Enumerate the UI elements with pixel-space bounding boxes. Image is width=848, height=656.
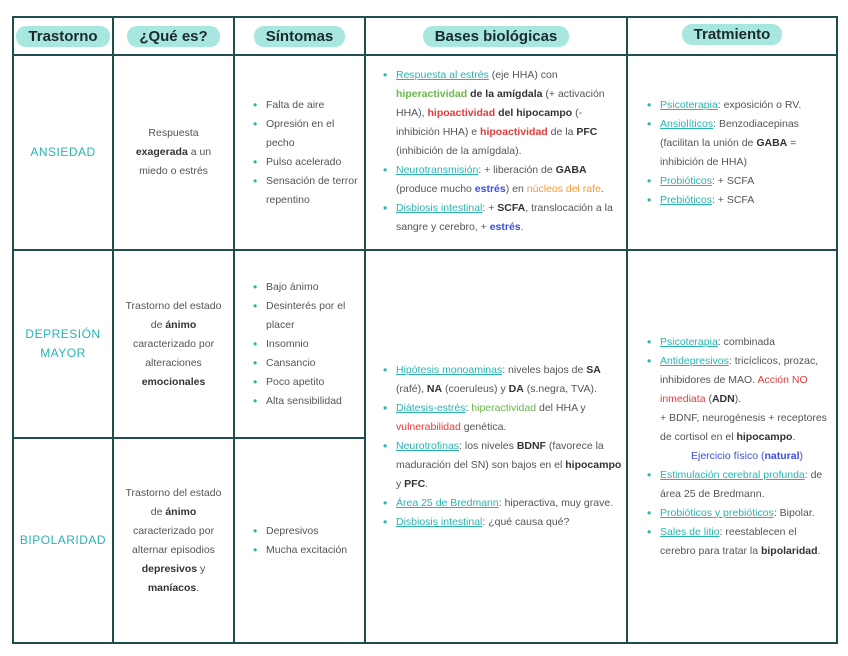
- treatment-depresion-bipolaridad: [644, 251, 834, 642]
- text-span: : niveles bajos de: [502, 364, 587, 376]
- base-item: [396, 437, 624, 494]
- symptom-item: • Opresión en el pecho: [266, 115, 362, 153]
- text-span: SA: [586, 364, 601, 376]
- symptom-item: • Cansancio: [266, 354, 362, 373]
- text-span: (+ activación HHA),: [396, 88, 605, 119]
- text-span: (- inhibición HHA) e: [396, 107, 583, 138]
- text-span: : los niveles: [459, 440, 517, 452]
- disorder-depresion-name-l2: MAYOR: [40, 346, 86, 360]
- text-span: : +: [482, 202, 498, 214]
- text-span: Trastorno del estado de: [125, 486, 222, 518]
- treatment-ansiedad: [644, 56, 834, 249]
- text-span: Ansiolíticos: [660, 117, 714, 130]
- text-span: (inhibición de la amígdala).: [396, 145, 522, 157]
- text-span: + BDNF, neurogénesis + receptores de cortisol en el: [660, 411, 827, 443]
- def-text: a un miedo o estrés: [139, 146, 212, 177]
- text-span: PFC: [404, 478, 426, 490]
- treat-item: [660, 352, 834, 466]
- text-span: y: [197, 562, 206, 575]
- text-span: (s.negra, TVA).: [523, 383, 597, 395]
- symptoms-bipolaridad: [250, 439, 362, 642]
- text-span: del hipocampo: [495, 107, 573, 119]
- base-item: [396, 494, 624, 513]
- text-span: :: [465, 402, 472, 414]
- text-span: : reestablecen el cerebro para tratar la: [660, 525, 797, 557]
- text-span: Trastorno del estado de: [125, 299, 222, 331]
- text-span: ánimo: [165, 318, 197, 331]
- header-sintomas: [235, 18, 364, 54]
- header-tratamiento: [628, 16, 836, 52]
- text-span: Neurotrofinas: [396, 440, 460, 452]
- treat-item: [660, 191, 834, 210]
- text-span: : + SCFA: [711, 174, 755, 187]
- base-item: [396, 199, 624, 237]
- text-span: .: [600, 183, 604, 195]
- text-span: : Benzodiacepinas (facilitan la unión de: [660, 117, 799, 149]
- text-span: ánimo: [165, 505, 197, 518]
- header-trastorno: [14, 18, 112, 54]
- text-span: Psicoterapia: [660, 335, 718, 348]
- text-span: ADN: [711, 392, 735, 405]
- treat-item: [660, 172, 834, 191]
- disorder-ansiedad-name: ANSIEDAD: [30, 145, 96, 159]
- header-que-es: [114, 18, 233, 54]
- symptom-item: • Alta sensibilidad: [266, 392, 362, 411]
- text-span: ): [799, 449, 804, 462]
- text-span: del HHA y: [536, 402, 586, 414]
- treat-item: [660, 466, 834, 504]
- base-item: [396, 513, 624, 532]
- text-span: , translocación a la sangre y cerebro, +: [396, 202, 613, 233]
- treat-item: [660, 523, 834, 561]
- text-span: genética.: [460, 421, 507, 433]
- text-span: : Bipolar.: [773, 506, 815, 519]
- header-tratamiento-label: Tratmiento: [682, 24, 783, 45]
- treat-item: [660, 504, 834, 523]
- symptom-item: • Sensación de terror repentino: [266, 172, 362, 210]
- symptom-item: • Poco apetito: [266, 373, 362, 392]
- symptom-item: • Desinterés por el placer: [266, 297, 362, 335]
- header-que-es-label: ¿Qué es?: [127, 26, 219, 47]
- text-span: hiperactividad: [471, 402, 537, 414]
- text-span: = inhibición de HHA): [660, 136, 797, 168]
- text-span: hiperactividad: [396, 88, 468, 100]
- text-span: (eje HHA) con: [488, 69, 558, 81]
- treat-item: [660, 333, 834, 352]
- text-span: Hipótesis monoaminas: [396, 364, 503, 376]
- treat-item: [660, 96, 834, 115]
- text-span: DA: [508, 383, 524, 395]
- text-span: SCFA: [497, 202, 526, 214]
- text-span: .: [196, 581, 200, 594]
- text-span: emocionales: [141, 375, 206, 388]
- symptom-item: • Falta de aire: [266, 96, 362, 115]
- text-span: maníacos: [147, 581, 197, 594]
- header-sintomas-label: Síntomas: [254, 26, 346, 47]
- base-item: [396, 161, 624, 199]
- text-span: vulnerabilidad: [396, 421, 461, 433]
- text-span: (: [705, 392, 712, 405]
- disorder-depresion: [14, 251, 112, 437]
- symptom-item: • Pulso acelerado: [266, 153, 362, 172]
- text-span: estrés: [489, 221, 521, 233]
- header-bases-label: Bases biológicas: [423, 26, 570, 47]
- text-span: núcleos del rafe: [526, 183, 601, 195]
- text-span: depresivos: [141, 562, 198, 575]
- text-span: PFC: [576, 126, 598, 138]
- header-bases: [366, 18, 626, 54]
- text-span: GABA: [756, 136, 788, 149]
- text-span: Antidepresivos: [660, 354, 729, 367]
- text-span: Área 25 de Bredmann: [396, 497, 499, 509]
- text-span: : ¿qué causa qué?: [482, 516, 570, 528]
- text-span: Psicoterapia: [660, 98, 718, 111]
- text-span: : hiperactiva, muy grave.: [498, 497, 614, 509]
- text-span: hipocampo: [736, 430, 793, 443]
- text-span: hipoactividad: [427, 107, 496, 119]
- disorder-bipolaridad: [14, 439, 112, 642]
- text-span: ).: [734, 392, 742, 405]
- definition-bipolaridad: [114, 439, 233, 642]
- text-span: (favorece la maduración del SN) son bajos en el: [396, 440, 604, 471]
- text-span: caracterizado por alternar episodios: [132, 524, 215, 556]
- symptoms-depresion: [250, 251, 362, 437]
- col-divider: [626, 16, 628, 644]
- text-span: (produce mucho: [396, 183, 475, 195]
- text-span: Disbiosis intestinal: [396, 202, 483, 214]
- text-span: de la amígdala: [467, 88, 543, 100]
- text-span: .: [425, 478, 429, 490]
- text-span: Neurotransmisión: [396, 164, 479, 176]
- text-span: hipoactividad: [480, 126, 548, 138]
- text-span: de la: [547, 126, 577, 138]
- base-item: [396, 66, 624, 161]
- base-item: [396, 399, 624, 437]
- text-span: hipocampo: [565, 459, 622, 471]
- text-span: .: [792, 430, 796, 443]
- text-span: estrés: [474, 183, 506, 195]
- text-span: Respuesta al estrés: [396, 69, 489, 81]
- disorder-ansiedad: [14, 56, 112, 249]
- text-span: : + SCFA: [711, 193, 755, 206]
- symptom-item: • Mucha excitación: [266, 541, 347, 560]
- text-span: (rafé),: [396, 383, 427, 395]
- treat-item: [660, 115, 834, 172]
- bases-ansiedad: [380, 66, 624, 246]
- header-trastorno-label: Trastorno: [16, 26, 109, 47]
- text-span: .: [817, 544, 821, 557]
- definition-ansiedad: [114, 56, 233, 249]
- text-span: Ejercicio físico (: [690, 449, 765, 462]
- text-span: : combinada: [717, 335, 775, 348]
- base-item: [396, 361, 624, 399]
- text-span: GABA: [555, 164, 587, 176]
- text-span: y: [396, 478, 405, 490]
- text-span: Probióticos: [660, 174, 712, 187]
- text-span: Sales de litio: [660, 525, 720, 538]
- text-span: (coeruleus) y: [442, 383, 509, 395]
- text-span: : tricíclicos, prozac, inhibidores de MAO.: [660, 354, 819, 386]
- col-divider: [233, 16, 235, 644]
- text-span: bipolaridad: [760, 544, 818, 557]
- disorder-bipolaridad-name: BIPOLARIDAD: [19, 533, 107, 547]
- bases-depresion-bipolaridad: [380, 251, 624, 642]
- text-span: ) en: [505, 183, 527, 195]
- text-span: BDNF: [516, 440, 546, 452]
- definition-depresion: [114, 251, 233, 437]
- text-span: : de área 25 de Bredmann.: [660, 468, 823, 500]
- symptom-item: • Bajo ánimo: [266, 278, 362, 297]
- text-span: Diátesis-estrés: [396, 402, 466, 414]
- text-span: Probióticos y prebióticos: [660, 506, 774, 519]
- col-divider: [364, 16, 366, 644]
- symptom-item: • Insomnio: [266, 335, 362, 354]
- symptom-item: • Depresivos: [266, 522, 347, 541]
- text-span: Estimulación cerebral profunda: [660, 468, 805, 481]
- symptoms-ansiedad: [250, 56, 362, 249]
- text-span: .: [520, 221, 524, 233]
- text-span: Disbiosis intestinal: [396, 516, 483, 528]
- disorder-depresion-name-l1: DEPRESIÓN: [25, 327, 101, 341]
- text-span: : + liberación de: [478, 164, 556, 176]
- def-text: Respuesta: [148, 127, 199, 139]
- text-span: : exposición o RV.: [717, 98, 802, 111]
- text-span: Acción NO inmediata: [660, 373, 808, 405]
- text-span: NA: [426, 383, 443, 395]
- text-span: Prebióticos: [660, 193, 712, 206]
- def-bold: exagerada: [135, 146, 188, 158]
- text-span: caracterizado por alteraciones: [132, 337, 215, 369]
- text-span: natural: [764, 449, 800, 462]
